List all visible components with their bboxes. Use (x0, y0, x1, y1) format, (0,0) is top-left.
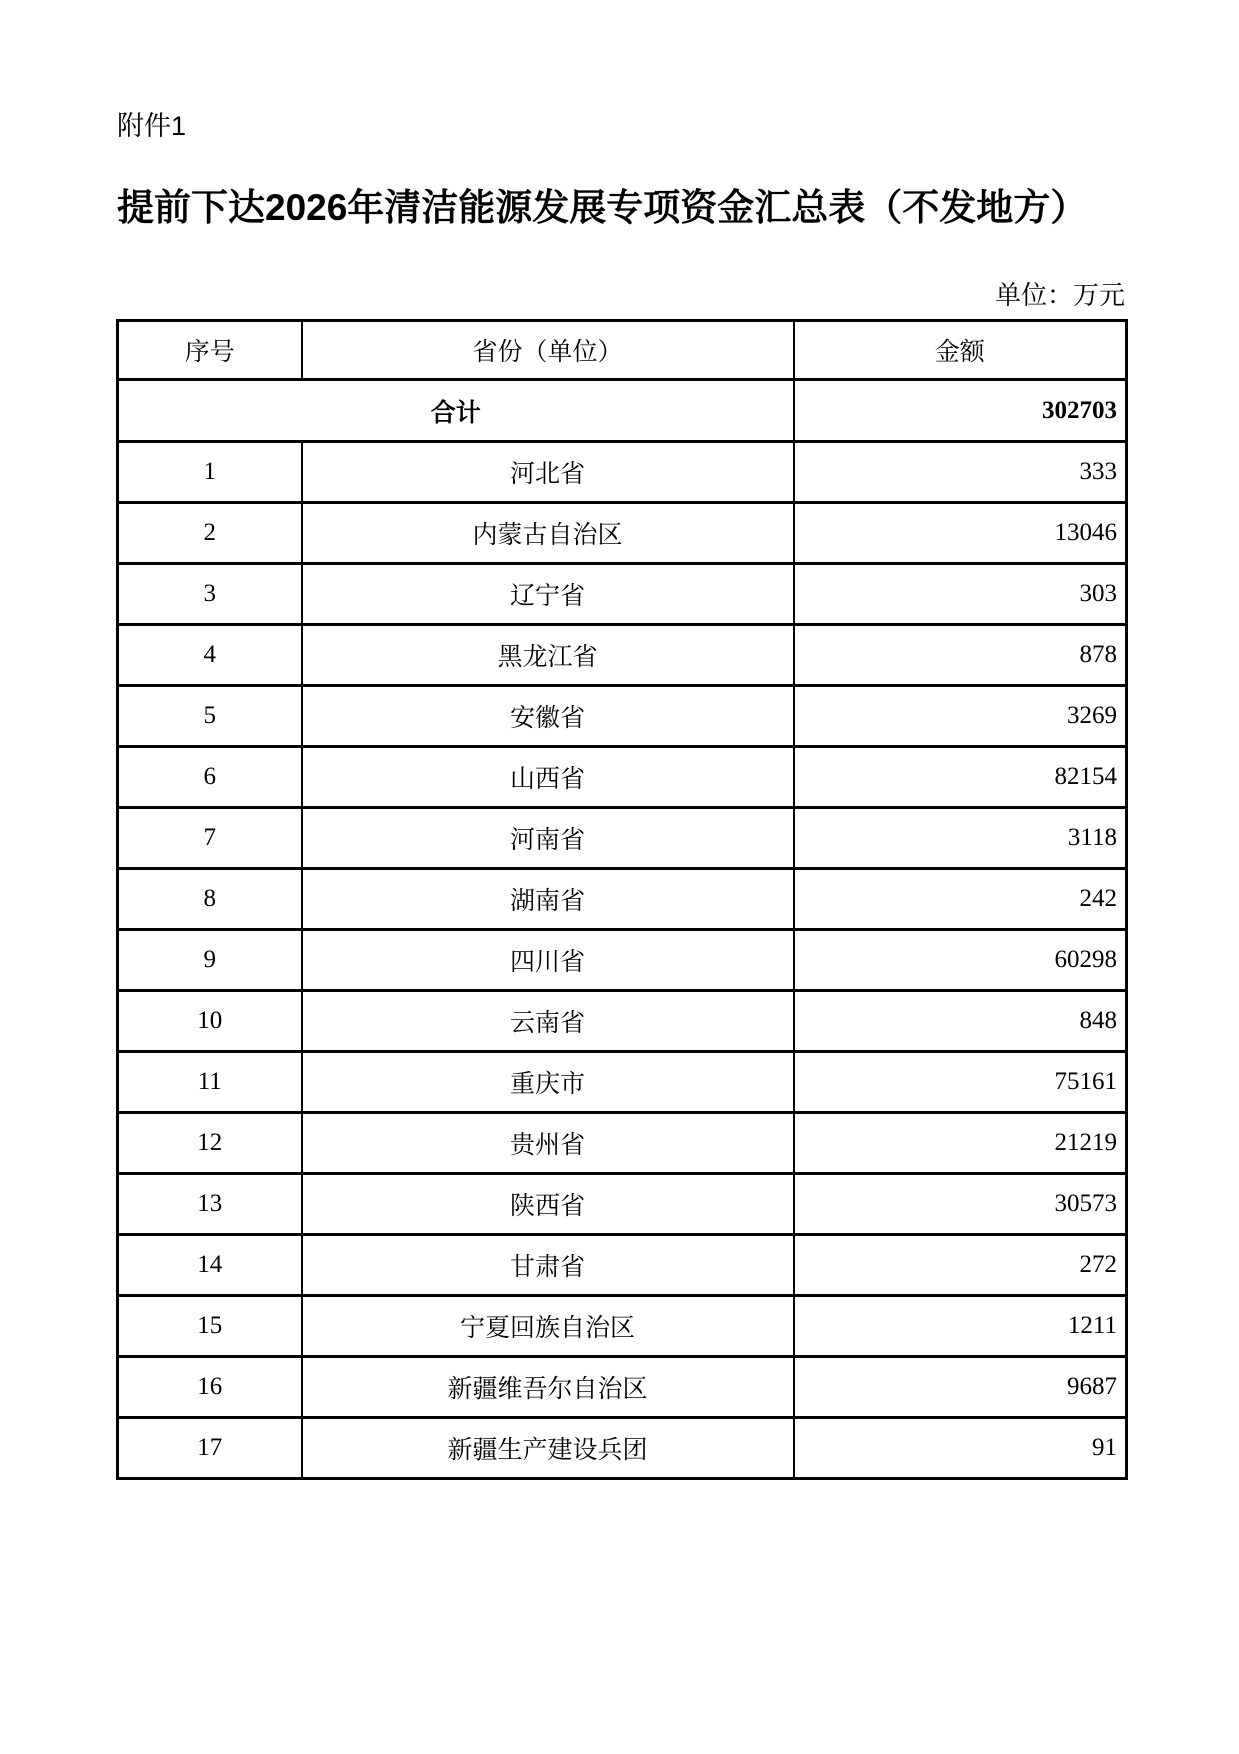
amount-cell: 9687 (794, 1357, 1127, 1418)
amount-cell: 75161 (794, 1052, 1127, 1113)
province-cell: 山西省 (302, 747, 794, 808)
table-row (118, 442, 1127, 503)
total-label-cell: 合计 (118, 380, 794, 442)
province-cell: 湖南省 (302, 869, 794, 930)
table-row (118, 1052, 1127, 1113)
amount-cell: 60298 (794, 930, 1127, 991)
table-row (118, 808, 1127, 869)
province-cell: 宁夏回族自治区 (302, 1296, 794, 1357)
unit-label: 单位：万元 (994, 281, 1125, 310)
province-cell: 黑龙江省 (302, 625, 794, 686)
total-row (118, 380, 1127, 442)
row-number-cell: 2 (118, 503, 302, 564)
row-number-cell: 10 (118, 991, 302, 1052)
fund-summary-table (116, 319, 1128, 1480)
table-row (118, 1418, 1127, 1479)
amount-cell: 21219 (794, 1113, 1127, 1174)
column-header-amount: 金额 (794, 321, 1127, 380)
table-row (118, 686, 1127, 747)
amount-cell: 303 (794, 564, 1127, 625)
total-amount-cell: 302703 (794, 380, 1127, 442)
row-number-cell: 8 (118, 869, 302, 930)
column-header-no: 序号 (118, 321, 302, 380)
amount-cell: 3269 (794, 686, 1127, 747)
row-number-cell: 15 (118, 1296, 302, 1357)
province-cell: 河南省 (302, 808, 794, 869)
province-cell: 重庆市 (302, 1052, 794, 1113)
province-cell: 新疆维吾尔自治区 (302, 1357, 794, 1418)
table-row (118, 930, 1127, 991)
province-cell: 内蒙古自治区 (302, 503, 794, 564)
row-number-cell: 9 (118, 930, 302, 991)
amount-cell: 30573 (794, 1174, 1127, 1235)
table-row (118, 1113, 1127, 1174)
province-cell: 安徽省 (302, 686, 794, 747)
row-number-cell: 5 (118, 686, 302, 747)
table-row (118, 625, 1127, 686)
table-row (118, 869, 1127, 930)
table-row (118, 1296, 1127, 1357)
row-number-cell: 6 (118, 747, 302, 808)
amount-cell: 91 (794, 1418, 1127, 1479)
amount-cell: 333 (794, 442, 1127, 503)
row-number-cell: 16 (118, 1357, 302, 1418)
table-row (118, 1174, 1127, 1235)
column-header-province: 省份（单位） (302, 321, 794, 380)
document-title: 提前下达2026年清洁能源发展专项资金汇总表（不发地方） (117, 187, 1088, 228)
province-cell: 河北省 (302, 442, 794, 503)
row-number-cell: 14 (118, 1235, 302, 1296)
amount-cell: 3118 (794, 808, 1127, 869)
province-cell: 云南省 (302, 991, 794, 1052)
amount-cell: 272 (794, 1235, 1127, 1296)
row-number-cell: 17 (118, 1418, 302, 1479)
row-number-cell: 1 (118, 442, 302, 503)
table-header-row (118, 321, 1127, 380)
province-cell: 贵州省 (302, 1113, 794, 1174)
table-row (118, 1235, 1127, 1296)
amount-cell: 13046 (794, 503, 1127, 564)
row-number-cell: 12 (118, 1113, 302, 1174)
table-row (118, 991, 1127, 1052)
amount-cell: 82154 (794, 747, 1127, 808)
amount-cell: 1211 (794, 1296, 1127, 1357)
amount-cell: 878 (794, 625, 1127, 686)
province-cell: 陕西省 (302, 1174, 794, 1235)
province-cell: 甘肃省 (302, 1235, 794, 1296)
table-row (118, 1357, 1127, 1418)
row-number-cell: 13 (118, 1174, 302, 1235)
amount-cell: 242 (794, 869, 1127, 930)
amount-cell: 848 (794, 991, 1127, 1052)
row-number-cell: 4 (118, 625, 302, 686)
row-number-cell: 11 (118, 1052, 302, 1113)
table-row (118, 503, 1127, 564)
province-cell: 新疆生产建设兵团 (302, 1418, 794, 1479)
table-row (118, 747, 1127, 808)
province-cell: 四川省 (302, 930, 794, 991)
row-number-cell: 7 (118, 808, 302, 869)
province-cell: 辽宁省 (302, 564, 794, 625)
attachment-label: 附件1 (117, 111, 187, 141)
row-number-cell: 3 (118, 564, 302, 625)
table-row (118, 564, 1127, 625)
